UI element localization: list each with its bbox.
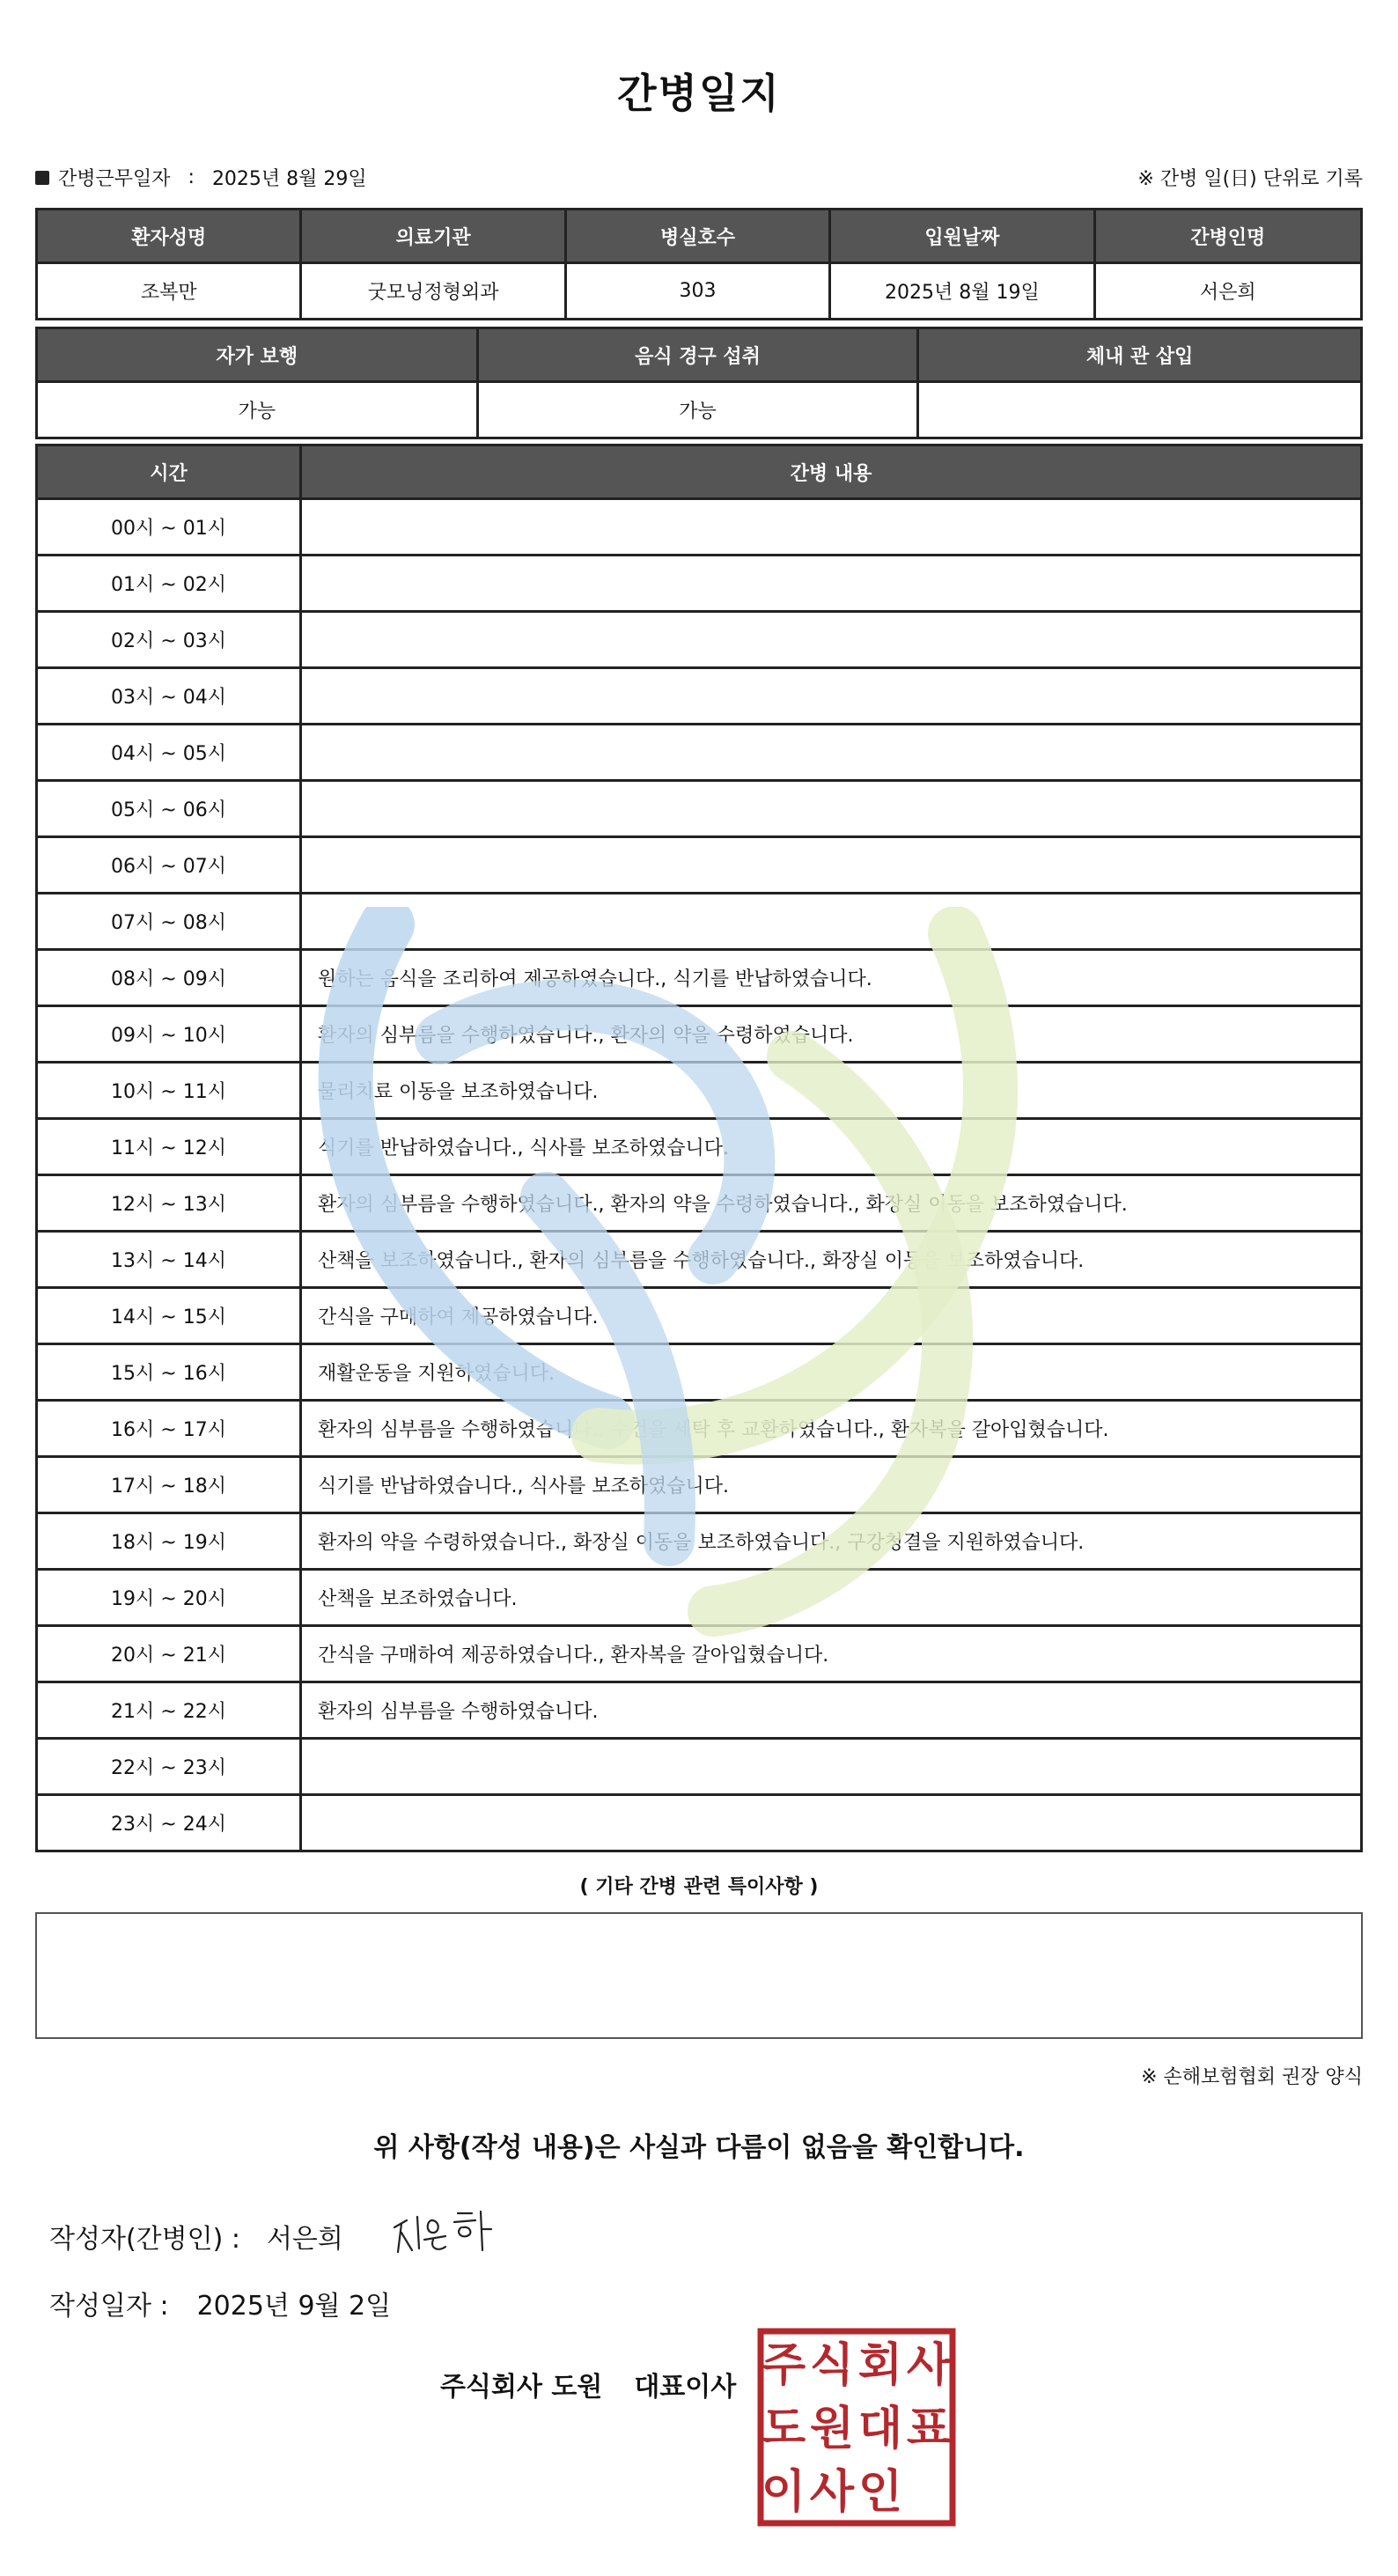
log-content-cell bbox=[302, 1740, 1360, 1796]
log-content-cell: 환자의 심부름을 수행하였습니다., 환자의 약을 수령하였습니다., 화장실 이동을 보조하였습니다. bbox=[302, 1176, 1360, 1233]
written-date-value: 2025년 9월 2일 bbox=[196, 2291, 392, 2322]
log-time-cell: 15시 ~ 16시 bbox=[38, 1345, 302, 1402]
caregiver-name: 서은희 bbox=[1199, 282, 1256, 304]
log-time-cell: 18시 ~ 19시 bbox=[38, 1514, 302, 1571]
log-content-cell: 식기를 반납하였습니다., 식사를 보조하였습니다. bbox=[302, 1458, 1360, 1514]
log-content-cell: 환자의 심부름을 수행하였습니다., 환자의 약을 수령하였습니다. bbox=[302, 1007, 1360, 1064]
work-date-label: 간병근무일자 bbox=[58, 168, 171, 190]
log-time-cell: 07시 ~ 08시 bbox=[38, 894, 302, 951]
notes-heading: ( 기타 간병 관련 특이사항 ) bbox=[579, 1876, 819, 1898]
work-date-value: 2025년 8월 29일 bbox=[211, 168, 367, 190]
tube-insertion-value bbox=[919, 383, 1360, 437]
header-tube-insertion: 체내 관 삽입 bbox=[919, 329, 1360, 383]
seal-character: 식 bbox=[809, 2339, 855, 2392]
log-time-cell: 02시 ~ 03시 bbox=[38, 613, 302, 669]
care-log-row bbox=[38, 669, 1360, 725]
log-time-cell: 01시 ~ 02시 bbox=[38, 556, 302, 613]
patient-info-value-row bbox=[38, 264, 1360, 318]
seal-character: 도 bbox=[761, 2403, 806, 2455]
log-time-cell: 09시 ~ 10시 bbox=[38, 1007, 302, 1064]
header-self-walking: 자가 보행 bbox=[38, 329, 479, 383]
header-care-content: 간병 내용 bbox=[302, 446, 1360, 500]
log-time-cell: 22시 ~ 23시 bbox=[38, 1740, 302, 1796]
log-time-cell: 11시 ~ 12시 bbox=[38, 1120, 302, 1176]
care-log-row bbox=[38, 1514, 1360, 1571]
written-date-label: 작성일자 : bbox=[49, 2291, 169, 2322]
log-time-cell: 05시 ~ 06시 bbox=[38, 782, 302, 838]
care-log-table bbox=[35, 444, 1363, 1852]
written-date-line bbox=[49, 2284, 391, 2322]
seal-character: 원 bbox=[809, 2403, 855, 2455]
room-number: 303 bbox=[567, 264, 831, 318]
log-time-cell: 10시 ~ 11시 bbox=[38, 1064, 302, 1120]
care-log-row bbox=[38, 500, 1360, 556]
care-log-row bbox=[38, 1571, 1360, 1627]
log-time-cell: 23시 ~ 24시 bbox=[38, 1796, 302, 1850]
handwritten-signature-icon bbox=[387, 2201, 502, 2263]
log-time-cell: 16시 ~ 17시 bbox=[38, 1402, 302, 1458]
oral-intake-value: 가능 bbox=[479, 383, 920, 437]
seal-character: 이 bbox=[761, 2466, 806, 2519]
header-oral-intake: 음식 경구 섭취 bbox=[479, 329, 920, 383]
header-room-number: 병실호수 bbox=[567, 210, 831, 264]
log-content-cell bbox=[302, 894, 1360, 951]
log-content-cell bbox=[302, 556, 1360, 613]
care-log-row bbox=[38, 1402, 1360, 1458]
care-log-row bbox=[38, 1289, 1360, 1345]
log-time-cell: 17시 ~ 18시 bbox=[38, 1458, 302, 1514]
log-content-cell: 산책을 보조하였습니다. bbox=[302, 1571, 1360, 1627]
page-title: 간병일지 bbox=[617, 70, 781, 117]
log-content-cell: 환자의 심부름을 수행하였습니다., 수건을 세탁 후 교환하였습니다., 환자복을 갈아입혔습니다. bbox=[302, 1402, 1360, 1458]
work-date-colon: : bbox=[188, 166, 195, 188]
header-caregiver-name: 간병인명 bbox=[1096, 210, 1360, 264]
patient-info-header-row bbox=[38, 210, 1360, 264]
care-log-row bbox=[38, 556, 1360, 613]
log-time-cell: 03시 ~ 04시 bbox=[38, 669, 302, 725]
ability-header-row bbox=[38, 329, 1360, 383]
care-log-row bbox=[38, 725, 1360, 782]
writer-line bbox=[49, 2217, 343, 2256]
ability-value-row bbox=[38, 383, 1360, 437]
patient-info-table bbox=[35, 208, 1363, 320]
care-log-row bbox=[38, 613, 1360, 669]
care-log-row bbox=[38, 1007, 1360, 1064]
log-content-cell: 식기를 반납하였습니다., 식사를 보조하였습니다. bbox=[302, 1120, 1360, 1176]
care-log-row bbox=[38, 1683, 1360, 1740]
patient-name: 조복만 bbox=[38, 264, 302, 318]
log-time-cell: 19시 ~ 20시 bbox=[38, 1571, 302, 1627]
log-content-cell bbox=[302, 669, 1360, 725]
care-log-header-row bbox=[38, 446, 1360, 500]
log-content-cell: 재활운동을 지원하였습니다. bbox=[302, 1345, 1360, 1402]
ceo-title: 대표이사 bbox=[634, 2372, 737, 2403]
care-log-body bbox=[38, 500, 1360, 1850]
log-time-cell: 00시 ~ 01시 bbox=[38, 500, 302, 556]
care-log-row bbox=[38, 1458, 1360, 1514]
log-time-cell: 12시 ~ 13시 bbox=[38, 1176, 302, 1233]
log-content-cell: 산책을 보조하였습니다., 환자의 심부름을 수행하였습니다., 화장실 이동을 보조하였습니다. bbox=[302, 1233, 1360, 1289]
care-log-row bbox=[38, 782, 1360, 838]
work-date bbox=[35, 164, 367, 191]
admission-date: 2025년 8월 19일 bbox=[831, 264, 1095, 318]
header-hospital: 의료기관 bbox=[302, 210, 566, 264]
log-content-cell bbox=[302, 1796, 1360, 1850]
log-time-cell: 04시 ~ 05시 bbox=[38, 725, 302, 782]
log-content-cell: 원하는 음식을 조리하여 제공하였습니다., 식기를 반납하였습니다. bbox=[302, 951, 1360, 1007]
seal-character: 주 bbox=[761, 2339, 806, 2392]
company-seal-stamp-icon bbox=[757, 2328, 956, 2527]
self-walking-value: 가능 bbox=[38, 383, 479, 437]
log-content-cell bbox=[302, 838, 1360, 894]
care-log-row bbox=[38, 894, 1360, 951]
notes-box bbox=[35, 1912, 1363, 2039]
seal-character: 인 bbox=[857, 2466, 903, 2519]
log-content-cell bbox=[302, 500, 1360, 556]
unit-note: ※ 간병 일(日) 단위로 기록 bbox=[1137, 168, 1363, 190]
log-content-cell bbox=[302, 725, 1360, 782]
seal-character: 사 bbox=[809, 2466, 855, 2519]
log-time-cell: 06시 ~ 07시 bbox=[38, 838, 302, 894]
care-log-row bbox=[38, 1064, 1360, 1120]
care-log-row bbox=[38, 1345, 1360, 1402]
seal-character: 대 bbox=[857, 2403, 903, 2455]
care-log-row bbox=[38, 1740, 1360, 1796]
log-time-cell: 21시 ~ 22시 bbox=[38, 1683, 302, 1740]
seal-character: 표 bbox=[906, 2403, 952, 2455]
care-log-row bbox=[38, 1796, 1360, 1850]
care-log-row bbox=[38, 1176, 1360, 1233]
footnote: ※ 손해보험협회 권장 양식 bbox=[1141, 2066, 1363, 2088]
company-name: 주식회사 도원 bbox=[440, 2372, 603, 2403]
ability-table bbox=[35, 327, 1363, 439]
care-log-row bbox=[38, 1120, 1360, 1176]
log-content-cell bbox=[302, 613, 1360, 669]
hospital-name: 굿모닝정형외과 bbox=[302, 264, 566, 318]
seal-character: 사 bbox=[906, 2339, 952, 2392]
care-log-row bbox=[38, 1233, 1360, 1289]
header-admission-date: 입원날짜 bbox=[831, 210, 1095, 264]
log-content-cell: 물리치료 이동을 보조하였습니다. bbox=[302, 1064, 1360, 1120]
company-line bbox=[440, 2365, 736, 2403]
log-time-cell: 20시 ~ 21시 bbox=[38, 1627, 302, 1683]
log-content-cell: 간식을 구매하여 제공하였습니다. bbox=[302, 1289, 1360, 1345]
log-content-cell: 간식을 구매하여 제공하였습니다., 환자복을 갈아입혔습니다. bbox=[302, 1627, 1360, 1683]
confirmation-statement: 위 사항(작성 내용)은 사실과 다름이 없음을 확인합니다. bbox=[373, 2132, 1025, 2163]
log-time-cell: 14시 ~ 15시 bbox=[38, 1289, 302, 1345]
writer-name: 서은희 bbox=[266, 2224, 343, 2255]
writer-label: 작성자(간병인) : bbox=[49, 2224, 240, 2255]
seal-character: 회 bbox=[857, 2339, 903, 2392]
care-log-row bbox=[38, 1627, 1360, 1683]
log-content-cell: 환자의 약을 수령하였습니다., 화장실 이동을 보조하였습니다., 구강청결을 지원하였습니다. bbox=[302, 1514, 1360, 1571]
log-content-cell bbox=[302, 782, 1360, 838]
log-content-cell: 환자의 심부름을 수행하였습니다. bbox=[302, 1683, 1360, 1740]
log-time-cell: 08시 ~ 09시 bbox=[38, 951, 302, 1007]
header-time: 시간 bbox=[38, 446, 302, 500]
header-patient-name: 환자성명 bbox=[38, 210, 302, 264]
care-log-row bbox=[38, 838, 1360, 894]
bullet-square-icon bbox=[35, 171, 49, 185]
care-log-row bbox=[38, 951, 1360, 1007]
log-time-cell: 13시 ~ 14시 bbox=[38, 1233, 302, 1289]
